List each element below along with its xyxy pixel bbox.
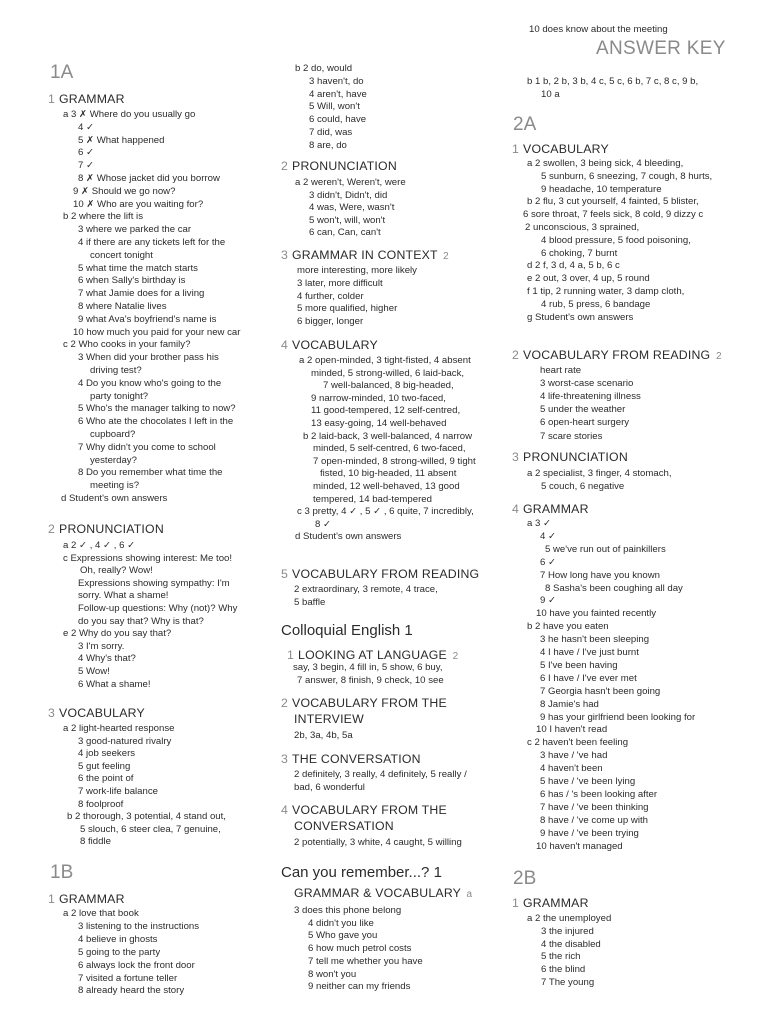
b2-line: 8 are, do <box>309 139 347 151</box>
pr3-line: a 2 specialist, 3 finger, 4 stomach, <box>527 468 672 479</box>
section-grammar-1: 1 GRAMMAR <box>48 92 125 106</box>
g1-line: 9 ✗ Should we go now? <box>73 185 176 197</box>
g1-line: 5 Who's the manager talking to now? <box>78 403 236 415</box>
g1-line: c 2 Who cooks in your family? <box>63 339 191 351</box>
section-the-conversation: 3 THE CONVERSATION <box>281 752 421 766</box>
col3-b-line-2: 10 a <box>541 89 560 100</box>
g4-line: 5 we've run out of painkillers <box>545 543 666 555</box>
section-pronunciation-2: 2 PRONUNCIATION <box>48 522 164 536</box>
g1-line: concert tonight <box>90 249 153 261</box>
g1b-line: 8 already heard the story <box>78 985 185 997</box>
g4-line: 10 haven't managed <box>536 840 623 852</box>
vocab-from-interview-answer: 2b, 3a, 4b, 5a <box>294 730 353 741</box>
b2-line: 3 haven't, do <box>309 75 364 87</box>
section-grammar-vocabulary: GRAMMAR & VOCABULARY a <box>294 886 473 900</box>
g1-line: 8 ✗ Whose jacket did you borrow <box>78 173 220 184</box>
section-looking-at-language: 1 LOOKING AT LANGUAGE 2 <box>287 648 459 662</box>
g1-line: 4 Do you know who's going to the <box>78 377 222 389</box>
g1-line: 10 ✗ Who are you waiting for? <box>73 198 204 210</box>
g1-line: 4 if there are any tickets left for the <box>78 237 226 248</box>
pr2-line: 4 was, Were, wasn't <box>309 202 395 214</box>
g4-line: 8 Sasha's been coughing all day <box>545 582 683 594</box>
g1b-line: a 2 love that book <box>63 908 139 919</box>
gv-line: 9 neither can my friends <box>308 981 411 993</box>
b2-line: 7 did, was <box>309 127 353 138</box>
v3-line: 8 fiddle <box>80 836 111 848</box>
g1-line: 10 how much you paid for your new car <box>73 326 241 338</box>
v2a-line: 9 headache, 10 temperature <box>541 183 662 195</box>
voc-line: 7 open-minded, 8 strong-willed, 9 tight <box>313 455 476 467</box>
section-grammar-2b: 1 GRAMMAR <box>512 896 589 910</box>
v2a-line: 6 sore throat, 7 feels sick, 8 cold, 9 dizzy c <box>523 209 704 221</box>
unit-2b-title: 2B <box>513 868 537 889</box>
voc-line: 13 easy-going, 14 well-behaved <box>311 418 447 429</box>
g4-line: 7 How long have you known <box>540 569 660 581</box>
unit-1b-title: 1B <box>50 862 74 883</box>
gic-line: 4 further, colder <box>297 290 364 302</box>
g1-line: a 3 ✗ Where do you usually go <box>63 109 196 120</box>
vfr2-line: heart rate <box>540 365 582 376</box>
g4-line: 8 have / 've come up with <box>540 814 648 826</box>
gic-line: 5 more qualified, higher <box>297 303 398 315</box>
v3-line: 5 gut feeling <box>78 760 131 772</box>
g4-line: 5 I've been having <box>540 659 618 671</box>
voc-line: 11 good-tempered, 12 self-centred, <box>311 405 461 417</box>
g4-line: 5 have / 've been lying <box>540 776 636 787</box>
g4-line: 4 haven't been <box>540 763 603 775</box>
g1-line: 8 where Natalie lives <box>78 301 167 312</box>
v2a-line: f 1 tip, 2 running water, 3 damp cloth, <box>527 286 685 297</box>
section-vocab-from-conversation: 4 VOCABULARY FROM THE <box>281 803 447 817</box>
p2-line: 6 What a shame! <box>78 678 151 690</box>
section-grammar-1b: 1 GRAMMAR <box>48 892 125 906</box>
b2-line: 5 Will, won't <box>309 101 360 113</box>
g4-line: 10 have you fainted recently <box>536 608 657 620</box>
v3-line: b 2 thorough, 3 potential, 4 stand out, <box>67 811 226 823</box>
p2-line: Expressions showing sympathy: I'm <box>78 577 230 589</box>
g1-line: 5 ✗ What happened <box>78 134 165 146</box>
pr2-line: a 2 weren't, Weren't, were <box>295 177 406 188</box>
v3-line: 7 work-life balance <box>78 786 158 797</box>
g2b-line: 3 the injured <box>541 925 594 937</box>
g2b-line: a 2 the unemployed <box>527 913 612 924</box>
voc-line: fisted, 10 big-headed, 11 absent <box>320 468 457 480</box>
g1-line: 6 when Sally's birthday is <box>78 275 186 287</box>
g1b-line: 4 believe in ghosts <box>78 933 158 945</box>
g4-line: 9 have / 've been trying <box>540 827 639 839</box>
section-vocabulary-2a: 1 VOCABULARY <box>512 142 609 156</box>
v2a-line: 4 blood pressure, 5 food poisoning, <box>541 234 691 246</box>
g2b-line: 6 the blind <box>541 964 586 976</box>
g1-line: 8 Do you remember what time the <box>78 467 223 479</box>
vfr-line: 2 extraordinary, 3 remote, 4 trace, <box>294 584 438 595</box>
gv-line: 6 how much petrol costs <box>308 943 412 955</box>
gv-line: 7 tell me whether you have <box>308 955 423 967</box>
v3-line: 3 good-natured rivalry <box>78 735 172 747</box>
voc-line: tempered, 14 bad-tempered <box>313 493 432 505</box>
voc-line: c 3 pretty, 4 ✓ , 5 ✓ , 6 quite, 7 incredibly, <box>297 506 474 518</box>
vfr2-line: 4 life-threatening illness <box>540 391 641 403</box>
g1-line: 4 ✓ <box>78 121 95 133</box>
v2a-line: 6 choking, 7 burnt <box>541 247 618 259</box>
g4-line: b 2 have you eaten <box>527 621 609 633</box>
v2a-line: e 2 out, 3 over, 4 up, 5 round <box>527 273 650 285</box>
g4-line: 9 has your girlfriend been looking for <box>540 711 696 723</box>
g4-line: 4 ✓ <box>540 530 557 542</box>
unit-2a-title: 2A <box>513 114 537 135</box>
v3-line: 6 the point of <box>78 773 134 785</box>
section-vocabulary-3: 3 VOCABULARY <box>48 706 145 720</box>
section-vocab-from-reading-2a: 2 VOCABULARY FROM READING 2 <box>512 348 722 362</box>
g4-line: 7 Georgia hasn't been going <box>540 685 661 697</box>
lal-line: say, 3 begin, 4 fill in, 5 show, 6 buy, <box>293 662 443 673</box>
pr2-line: 3 didn't, Didn't, did <box>309 189 388 201</box>
v3-line: a 2 light-hearted response <box>63 723 175 734</box>
g4-line: 6 I have / I've ever met <box>540 672 637 684</box>
g2b-line: 7 The young <box>541 977 595 988</box>
g1-line: d Student's own answers <box>61 493 168 504</box>
b2-line: b 2 do, would <box>295 63 353 74</box>
section-vocabulary: 4 VOCABULARY <box>281 338 378 352</box>
vfr2-line: 3 worst-case scenario <box>540 378 634 390</box>
g4-line: 8 Jamie's had <box>540 698 599 710</box>
p2-line: 4 Why's that? <box>78 653 136 665</box>
g1-line: cupboard? <box>90 429 136 440</box>
g4-line: c 2 haven't been feeling <box>527 737 629 749</box>
v2a-line: g Student's own answers <box>527 311 634 323</box>
g1-line: 6 Who ate the chocolates I left in the <box>78 416 234 428</box>
g2b-line: 5 the rich <box>541 951 581 963</box>
gv-line: 8 won't you <box>308 968 357 980</box>
voc-line: a 2 open-minded, 3 tight-fisted, 4 absent <box>299 355 471 366</box>
g4-line: 4 I have / I've just burnt <box>540 647 639 658</box>
gv-line: 3 does this phone belong <box>294 905 402 916</box>
g1-line: meeting is? <box>90 480 140 492</box>
g1-line: driving test? <box>90 365 142 376</box>
g1b-line: 7 visited a fortune teller <box>78 972 178 984</box>
section-vocab-from-interview: 2 VOCABULARY FROM THE <box>281 696 447 710</box>
g4-line: 3 have / 've had <box>540 750 608 762</box>
gv-line: 4 didn't you like <box>308 917 374 929</box>
p2-line: 5 Wow! <box>78 666 110 677</box>
vocab-from-conversation-answer: 2 potentially, 3 white, 4 caught, 5 willing <box>294 837 462 848</box>
g1-line: 7 Why didn't you come to school <box>78 441 216 453</box>
g4-line: 9 ✓ <box>540 595 557 607</box>
gv-line: 5 Who gave you <box>308 930 378 942</box>
lal-line: 7 answer, 8 finish, 9 check, 10 see <box>297 674 444 686</box>
conv-line: 2 definitely, 3 really, 4 definitely, 5 really / <box>294 769 467 780</box>
v2a-line: 5 sunburn, 6 sneezing, 7 cough, 8 hurts, <box>541 170 713 182</box>
v2a-line: 2 unconscious, 3 sprained, <box>525 222 640 233</box>
g1b-line: 6 always lock the front door <box>78 959 195 971</box>
v3-line: 8 foolproof <box>78 798 124 810</box>
gic-line: 6 bigger, longer <box>297 316 364 328</box>
vfr2-line: 5 under the weather <box>540 404 626 416</box>
g1-line: yesterday? <box>90 454 137 466</box>
g4-line: 7 have / 've been thinking <box>540 801 649 813</box>
g2b-line: 4 the disabled <box>541 938 601 950</box>
pr2-line: 6 can, Can, can't <box>309 227 381 239</box>
gic-line: more interesting, more likely <box>297 265 417 276</box>
top-note: 10 does know about the meeting <box>529 24 668 35</box>
g4-line: 6 has / 's been looking after <box>540 788 658 800</box>
voc-line: d Student's own answers <box>295 531 402 543</box>
g1-line: 7 ✓ <box>78 160 95 172</box>
g4-line: 6 ✓ <box>540 556 557 568</box>
g1-line: party tonight? <box>90 390 149 402</box>
answer-key-title: ANSWER KEY <box>596 38 726 59</box>
v2a-line: b 2 flu, 3 cut yourself, 4 fainted, 5 blister, <box>527 196 699 208</box>
p2-line: Follow-up questions: Why (not)? Why <box>78 603 238 614</box>
v2a-line: d 2 f, 3 d, 4 a, 5 b, 6 c <box>527 260 620 272</box>
section-grammar-2a: 4 GRAMMAR <box>512 502 589 516</box>
p2-line: 3 I'm sorry. <box>78 640 125 652</box>
p2-line: c Expressions showing interest: Me too! <box>63 552 233 564</box>
p2-line: e 2 Why do you say that? <box>63 628 172 640</box>
g1-line: 3 When did your brother pass his <box>78 352 219 364</box>
v3-line: 5 slouch, 6 steer clea, 7 genuine, <box>80 823 221 835</box>
section-vocab-from-interview-2: INTERVIEW <box>294 712 364 726</box>
g1b-line: 5 going to the party <box>78 946 161 958</box>
g1-line: 5 what time the match starts <box>78 262 198 274</box>
g4-line: 3 he hasn't been sleeping <box>540 634 650 646</box>
g1-line: 9 what Ava's boyfriend's name is <box>78 313 217 325</box>
voc-line: 7 well-balanced, 8 big-headed, <box>323 380 454 392</box>
voc-line: b 2 laid-back, 3 well-balanced, 4 narrow <box>303 430 473 442</box>
v2a-line: a 2 swollen, 3 being sick, 4 bleeding, <box>527 158 684 169</box>
can-you-remember-title: Can you remember...? 1 <box>281 864 442 881</box>
section-pronunciation: 2 PRONUNCIATION <box>281 159 397 173</box>
g4-line: 10 I haven't read <box>536 724 608 736</box>
voc-line: minded, 12 well-behaved, 13 good <box>313 481 460 492</box>
unit-1a-title: 1A <box>50 62 74 83</box>
g1-line: 6 ✓ <box>78 147 95 159</box>
voc-line: minded, 5 self-centred, 6 two-faced, <box>313 443 466 455</box>
section-grammar-in-context: 3 GRAMMAR IN CONTEXT 2 <box>281 248 449 262</box>
vfr-line: 5 baffle <box>294 596 326 608</box>
pr3-line: 5 couch, 6 negative <box>541 480 625 492</box>
gic-line: 3 later, more difficult <box>297 277 383 289</box>
voc-line: minded, 5 strong-willed, 6 laid-back, <box>311 367 465 379</box>
section-pronunciation-2a: 3 PRONUNCIATION <box>512 450 628 464</box>
v3-line: 4 job seekers <box>78 748 136 760</box>
g1-line: 3 where we parked the car <box>78 224 192 236</box>
p2-line: do you say that? Why is that? <box>78 615 204 627</box>
g1-line: 7 what Jamie does for a living <box>78 288 205 300</box>
colloquial-english-title: Colloquial English 1 <box>281 622 413 639</box>
voc-line: 9 narrow-minded, 10 two-faced, <box>311 392 446 404</box>
vfr2-line: 7 scare stories <box>540 430 603 442</box>
conv-line: bad, 6 wonderful <box>294 781 365 793</box>
pr2-line: 5 won't, will, won't <box>309 214 386 226</box>
section-vocab-from-conversation-2: CONVERSATION <box>294 819 394 833</box>
b2-line: 6 could, have <box>309 114 367 126</box>
section-vocab-from-reading: 5 VOCABULARY FROM READING <box>281 567 480 581</box>
p2-line: a 2 ✓ , 4 ✓ , 6 ✓ <box>63 540 136 551</box>
voc-line: 8 ✓ <box>315 518 332 530</box>
col3-b-line-1: b 1 b, 2 b, 3 b, 4 c, 5 c, 6 b, 7 c, 8 c, 9 b, <box>527 76 699 87</box>
b2-line: 4 aren't, have <box>309 88 367 100</box>
vfr2-line: 6 open-heart surgery <box>540 417 630 429</box>
g1b-line: 3 listening to the instructions <box>78 920 200 932</box>
g1-line: b 2 where the lift is <box>63 211 143 223</box>
p2-line: Oh, really? Wow! <box>80 565 153 577</box>
g4-line: a 3 ✓ <box>527 518 552 529</box>
v2a-line: 4 rub, 5 press, 6 bandage <box>541 298 651 310</box>
p2-line: sorry. What a shame! <box>78 590 169 602</box>
